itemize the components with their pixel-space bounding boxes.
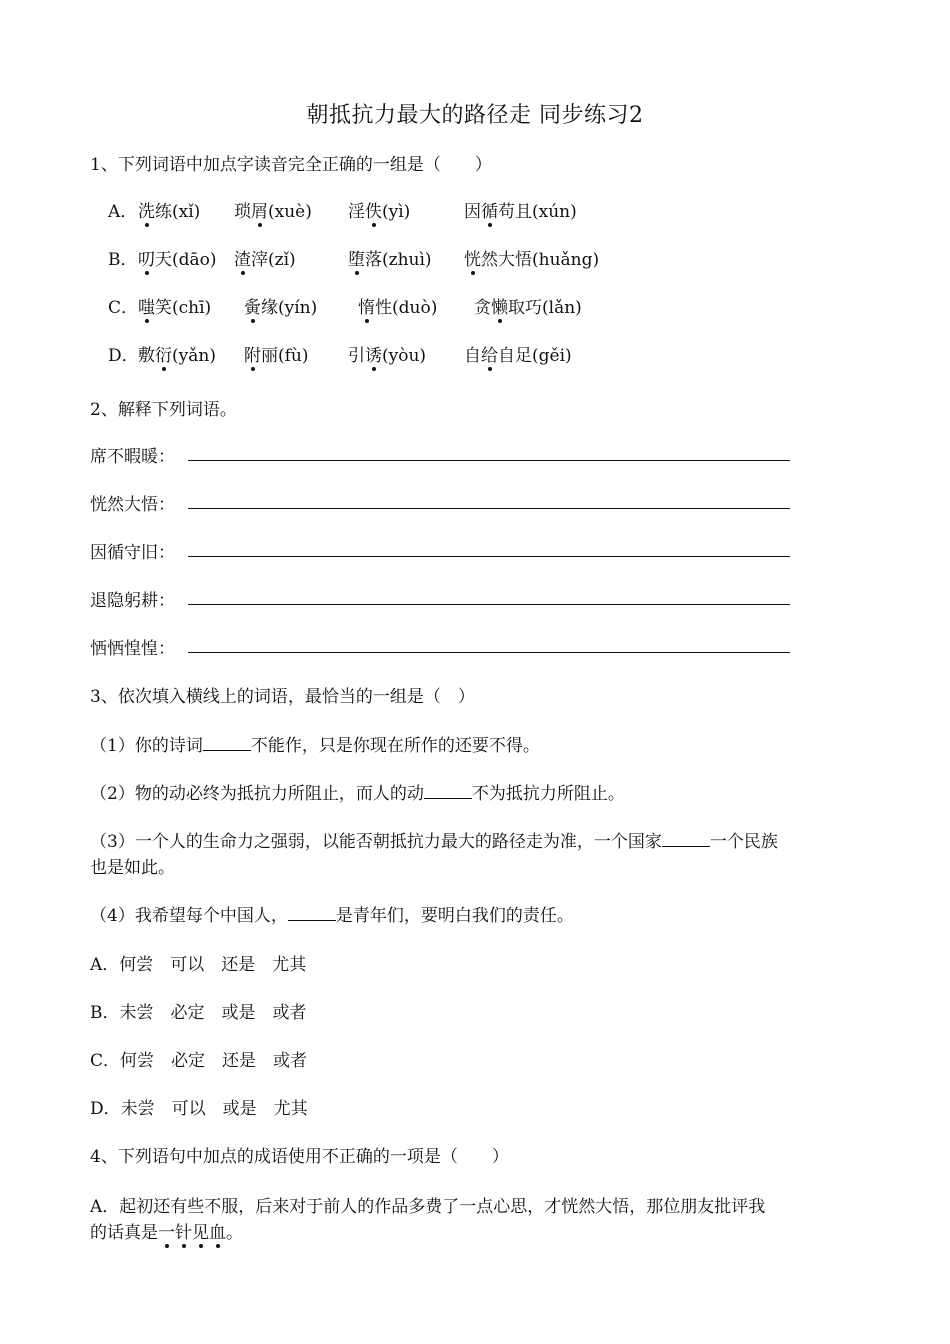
q2-term-label: 退隐躬耕：	[90, 591, 175, 611]
answer-line[interactable]	[188, 555, 790, 557]
answer-line[interactable]	[188, 603, 790, 605]
fill-blank[interactable]	[662, 829, 710, 847]
q1-option-label: D．	[108, 346, 139, 366]
q2-term-label: 恍然大悟：	[90, 495, 175, 515]
question-1-stem: 1、下列词语中加点字读音完全正确的一组是（ ）	[90, 155, 492, 175]
q3-sentence-1: （1）你的诗词 不能作，只是你现在所作的还要不得。	[90, 731, 540, 756]
q4-option-a-line1: A．起初还有些不服，后来对于前人的作品多费了一点心思，才恍然大悟，那位朋友批评我	[90, 1197, 766, 1217]
q1-term: 敷衍(yǎn)	[138, 341, 216, 366]
q1-option-label: A．	[108, 202, 138, 222]
q3-option-c: C．何尝 必定 还是 或者	[90, 1051, 308, 1071]
q1-term: 淫佚(yì)	[348, 197, 410, 222]
q1-term: 洗练(xǐ)	[138, 197, 200, 222]
q1-term: 夤缘(yín)	[244, 293, 317, 318]
q1-term: 贪懒取巧(lǎn)	[474, 293, 582, 318]
q2-term-label: 席不暇暖：	[90, 447, 175, 467]
fill-blank[interactable]	[288, 903, 336, 921]
q1-term: 叨天(dāo)	[138, 245, 217, 270]
q3-sentence-4: （4）我希望每个中国人， 是青年们，要明白我们的责任。	[90, 901, 574, 926]
q1-option-label: B．	[108, 250, 138, 270]
q3-sentence-2: （2）物的动必终为抵抗力所阻止，而人的动 不为抵抗力所阻止。	[90, 779, 625, 804]
q3-option-d: D．未尝 可以 或是 尤其	[90, 1099, 308, 1119]
q1-term: 引诱(yòu)	[348, 341, 426, 366]
question-3-stem: 3、依次填入横线上的词语，最恰当的一组是（ ）	[90, 687, 475, 707]
q3-option-b: B．未尝 必定 或是 或者	[90, 1003, 307, 1023]
fill-blank[interactable]	[424, 781, 472, 799]
question-2-stem: 2、解释下列词语。	[90, 400, 237, 420]
q3-sentence-3: （3）一个人的生命力之强弱，以能否朝抵抗力最大的路径走为准，一个国家 一个民族	[90, 827, 778, 852]
q1-term: 自给自足(gěi)	[464, 341, 572, 366]
q1-term: 堕落(zhuì)	[348, 245, 432, 270]
fill-blank[interactable]	[203, 733, 251, 751]
q2-term-label: 因循守旧：	[90, 543, 175, 563]
q3-sentence-3-cont: 也是如此。	[90, 858, 175, 878]
answer-line[interactable]	[188, 651, 790, 653]
q1-term: 渣滓(zǐ)	[234, 245, 296, 270]
q1-term: 琐屑(xuè)	[234, 197, 312, 222]
page-title: 朝抵抗力最大的路径走 同步练习2	[306, 103, 644, 128]
q2-term-label: 恓恓惶惶：	[90, 639, 175, 659]
q1-term: 嗤笑(chī)	[138, 293, 211, 318]
q1-term: 惰性(duò)	[358, 293, 437, 318]
answer-line[interactable]	[188, 459, 790, 461]
q3-option-a: A．何尝 可以 还是 尤其	[90, 955, 307, 975]
q1-option-label: C．	[108, 298, 139, 318]
q4-option-a-line2: 的话真是一针见血。	[90, 1218, 243, 1243]
question-4-stem: 4、下列语句中加点的成语使用不正确的一项是（ ）	[90, 1147, 509, 1167]
q1-term: 附丽(fù)	[244, 341, 309, 366]
q1-term: 恍然大悟(huǎng)	[464, 245, 599, 270]
answer-line[interactable]	[188, 507, 790, 509]
q1-term: 因循苟且(xún)	[464, 197, 577, 222]
